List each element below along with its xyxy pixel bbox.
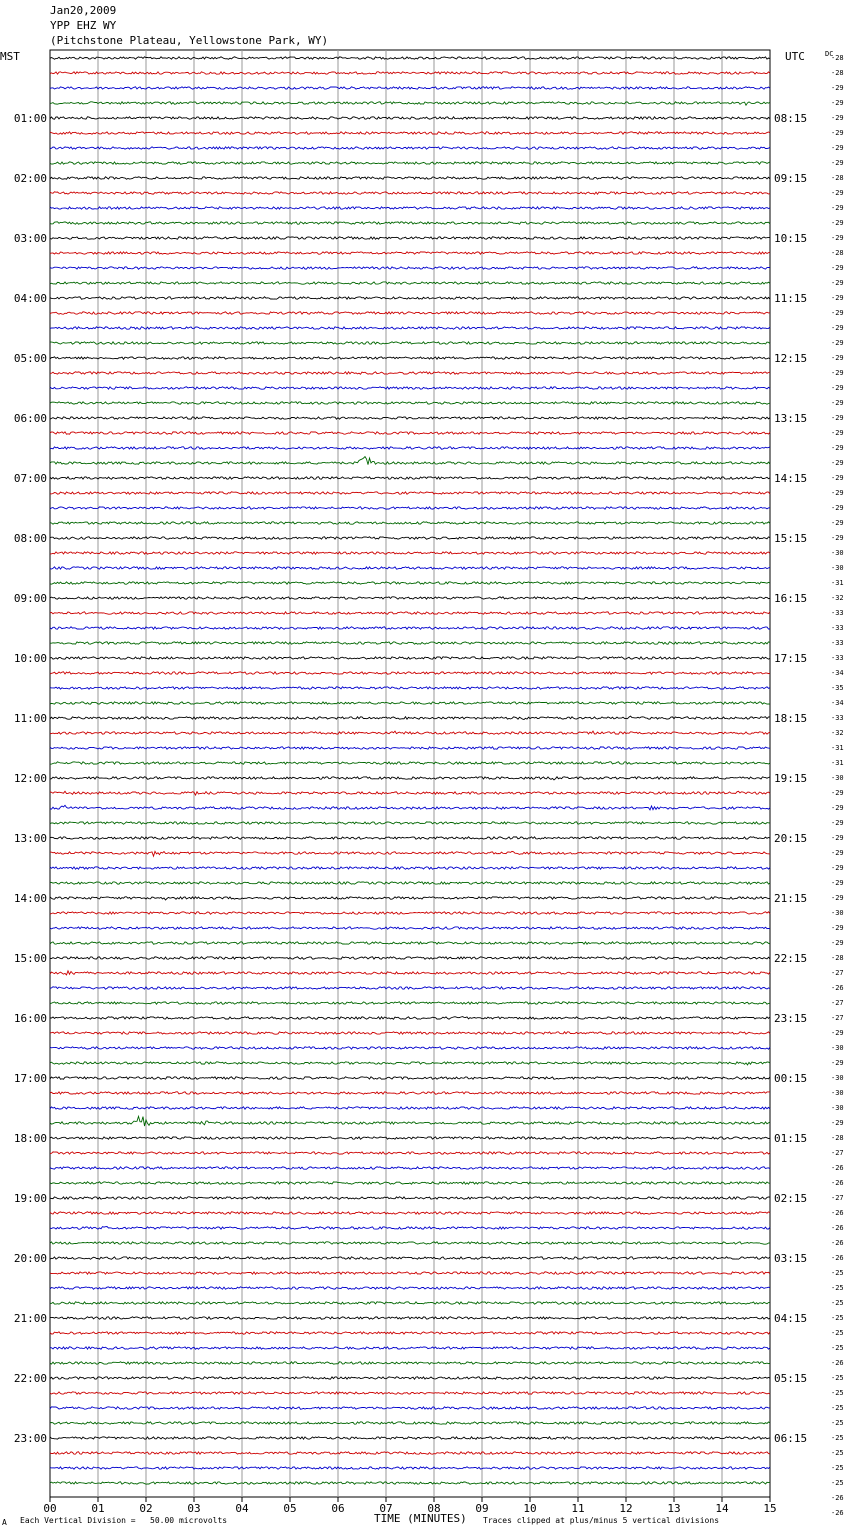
- mst-hour-label: 16:00: [13, 1012, 47, 1025]
- seismic-trace: [50, 1116, 770, 1126]
- seismic-trace: [50, 522, 770, 524]
- seismic-trace: [50, 627, 770, 629]
- header-date: Jan20,2009: [50, 4, 117, 17]
- seismic-trace: [50, 72, 770, 74]
- seismic-trace: [50, 672, 770, 674]
- seismic-trace: [50, 912, 770, 914]
- mst-hour-label: 14:00: [13, 892, 47, 905]
- dc-offset-value: -29: [831, 189, 844, 197]
- dc-offset-value: -29: [831, 144, 844, 152]
- seismic-trace: [50, 1422, 770, 1424]
- seismic-trace: [50, 387, 770, 389]
- header-station: YPP EHZ WY: [50, 19, 117, 32]
- utc-hour-label: 18:15: [774, 712, 808, 725]
- dc-offset-value: -31: [831, 759, 844, 767]
- utc-hour-label: 20:15: [774, 832, 808, 845]
- mst-hour-label: 11:00: [13, 712, 47, 725]
- dc-offset-value: -29: [831, 129, 844, 137]
- seismic-trace: [50, 117, 770, 119]
- dc-offset-value: -25: [831, 1374, 844, 1382]
- mst-hour-label: 13:00: [13, 832, 47, 845]
- dc-offset-value: -29: [831, 429, 844, 437]
- mst-hour-label: 22:00: [13, 1372, 47, 1385]
- dc-offset-value: -33: [831, 654, 844, 662]
- dc-offset-value: -29: [831, 834, 844, 842]
- dc-offset-value: -34: [831, 669, 844, 677]
- dc-offset-value: -25: [831, 1479, 844, 1487]
- x-tick-label: 12: [619, 1502, 633, 1515]
- dc-offset-value: -29: [831, 84, 844, 92]
- dc-offset-value: -25: [831, 1299, 844, 1307]
- x-tick-label: 10: [523, 1502, 537, 1515]
- mst-hour-label: 04:00: [13, 292, 47, 305]
- dc-offset-value: -29: [831, 99, 844, 107]
- dc-offset-value: -35: [831, 684, 844, 692]
- utc-hour-label: 04:15: [774, 1312, 808, 1325]
- seismic-trace: [50, 1362, 770, 1364]
- seismic-trace: [50, 312, 770, 314]
- seismic-trace: [50, 477, 770, 479]
- x-tick-label: 14: [715, 1502, 729, 1515]
- seismic-trace: [50, 1047, 770, 1049]
- utc-hour-label: 06:15: [774, 1432, 808, 1445]
- seismic-trace: [50, 372, 770, 374]
- seismic-trace: [50, 162, 770, 164]
- dc-offset-value: -30: [831, 1089, 844, 1097]
- dc-offset-value: -33: [831, 609, 844, 617]
- dc-offset-value: -30: [831, 774, 844, 782]
- seismic-trace: [50, 777, 770, 780]
- mst-hour-label: 19:00: [13, 1192, 47, 1205]
- utc-hour-label: 02:15: [774, 1192, 808, 1205]
- dc-offset-value: -25: [831, 1449, 844, 1457]
- dc-offset-value: -29: [831, 219, 844, 227]
- mst-hour-label: 09:00: [13, 592, 47, 605]
- seismic-trace: [50, 957, 770, 959]
- dc-offset-value: -28: [831, 54, 844, 62]
- dc-offset-value: -29: [831, 414, 844, 422]
- dc-label: DC: [825, 50, 834, 58]
- seismic-trace: [50, 282, 770, 284]
- dc-offset-value: -29: [831, 789, 844, 797]
- x-tick-label: 07: [379, 1502, 393, 1515]
- dc-offset-value: -27: [831, 969, 844, 977]
- dc-offset-value: -26: [831, 1179, 844, 1187]
- mst-hour-label: 03:00: [13, 232, 47, 245]
- seismic-trace: [50, 1152, 770, 1154]
- dc-offset-value: -29: [831, 864, 844, 872]
- dc-offset-value: -32: [831, 729, 844, 737]
- x-tick-label: 00: [43, 1502, 57, 1515]
- seismic-trace: [50, 492, 770, 494]
- dc-offset-value: -27: [831, 999, 844, 1007]
- mst-hour-label: 02:00: [13, 172, 47, 185]
- dc-offset-value: -29: [831, 159, 844, 167]
- seismic-trace: [50, 147, 770, 149]
- seismic-trace: [50, 1452, 770, 1454]
- dc-offset-value: -25: [831, 1404, 844, 1412]
- seismic-trace: [50, 1257, 770, 1259]
- seismic-trace: [50, 657, 770, 659]
- dc-offset-value: -29: [831, 354, 844, 362]
- dc-offset-value: -27: [831, 1194, 844, 1202]
- mst-hour-label: 12:00: [13, 772, 47, 785]
- seismic-trace: [50, 297, 770, 299]
- dc-offset-value: -34: [831, 699, 844, 707]
- header-location: (Pitchstone Plateau, Yellowstone Park, WY): [50, 34, 329, 47]
- x-tick-label: 01: [91, 1502, 105, 1515]
- mst-hour-label: 01:00: [13, 112, 47, 125]
- dc-offset-value: -33: [831, 714, 844, 722]
- seismic-trace: [50, 1032, 770, 1034]
- dc-offset-value: -27: [831, 1014, 844, 1022]
- seismic-trace: [50, 507, 770, 509]
- x-tick-label: 02: [139, 1502, 153, 1515]
- seismic-trace: [50, 642, 770, 644]
- dc-offset-value: -31: [831, 744, 844, 752]
- dc-offset-value: -28: [831, 69, 844, 77]
- dc-offset-value: -26: [831, 984, 844, 992]
- seismic-trace: [50, 102, 770, 105]
- seismic-trace: [50, 1212, 770, 1214]
- seismic-trace: [50, 357, 770, 359]
- dc-offset-value: -29: [831, 489, 844, 497]
- seismic-trace: [50, 1197, 770, 1199]
- seismic-trace: [50, 971, 770, 975]
- seismic-trace: [50, 927, 770, 929]
- seismic-trace: [50, 822, 770, 824]
- seismic-trace: [50, 1092, 770, 1094]
- utc-hour-label: 14:15: [774, 472, 808, 485]
- seismic-trace: [50, 1107, 770, 1109]
- utc-hour-label: 10:15: [774, 232, 808, 245]
- dc-offset-value: -30: [831, 1104, 844, 1112]
- dc-offset-value: -29: [831, 114, 844, 122]
- seismic-trace: [50, 837, 770, 839]
- seismic-trace: [50, 1002, 770, 1004]
- dc-offset-value: -26: [831, 1209, 844, 1217]
- dc-offset-value: -29: [831, 399, 844, 407]
- seismic-trace: [50, 207, 770, 209]
- seismic-trace: [50, 1017, 770, 1020]
- timezone-label-right: UTC: [785, 50, 805, 63]
- dc-offset-value: -29: [831, 234, 844, 242]
- seismic-trace: [50, 1227, 770, 1230]
- utc-hour-label: 22:15: [774, 952, 808, 965]
- seismic-trace: [50, 1287, 770, 1289]
- seismic-trace: [50, 716, 770, 719]
- dc-offset-value: -33: [831, 624, 844, 632]
- mst-hour-label: 23:00: [13, 1432, 47, 1445]
- seismic-trace: [50, 402, 770, 404]
- mst-hour-label: 18:00: [13, 1132, 47, 1145]
- dc-offset-value: -29: [831, 849, 844, 857]
- seismic-trace: [50, 897, 770, 900]
- seismic-trace: [50, 1482, 770, 1484]
- seismic-trace: [50, 237, 770, 240]
- seismic-trace: [50, 882, 770, 884]
- seismic-trace: [50, 327, 770, 329]
- dc-offset-value: -28: [831, 174, 844, 182]
- seismic-trace: [50, 1377, 770, 1379]
- seismic-trace: [50, 942, 770, 944]
- clip-note: Traces clipped at plus/minus 5 vertical divisions: [483, 1516, 720, 1525]
- dc-offset-value: -25: [831, 1314, 844, 1322]
- dc-offset-value: -29: [831, 369, 844, 377]
- seismic-trace: [50, 805, 770, 810]
- dc-offset-value: -28: [831, 954, 844, 962]
- seismic-trace: [50, 342, 770, 344]
- mst-hour-label: 21:00: [13, 1312, 47, 1325]
- seismic-trace: [50, 1317, 770, 1319]
- x-tick-label: 03: [187, 1502, 201, 1515]
- dc-offset-value: -25: [831, 1269, 844, 1277]
- x-axis-label: TIME (MINUTES): [374, 1512, 467, 1525]
- utc-hour-label: 09:15: [774, 172, 808, 185]
- seismic-trace: [50, 417, 770, 419]
- utc-hour-label: 11:15: [774, 292, 808, 305]
- dc-offset-value: -29: [831, 1059, 844, 1067]
- seismic-trace: [50, 192, 770, 194]
- dc-offset-value: -26: [831, 1164, 844, 1172]
- dc-offset-value: -25: [831, 1284, 844, 1292]
- mst-hour-label: 06:00: [13, 412, 47, 425]
- seismic-trace: [50, 252, 770, 254]
- seismic-trace: [50, 87, 770, 89]
- dc-offset-value: -33: [831, 639, 844, 647]
- seismic-trace: [50, 1407, 770, 1409]
- seismic-trace: [50, 1242, 770, 1244]
- seismic-trace: [50, 1077, 770, 1079]
- seismic-trace: [50, 1347, 770, 1349]
- utc-hour-label: 01:15: [774, 1132, 808, 1145]
- dc-offset-value: -29: [831, 819, 844, 827]
- utc-hour-label: 17:15: [774, 652, 808, 665]
- x-tick-label: 08: [427, 1502, 441, 1515]
- dc-offset-value: -26: [831, 1494, 844, 1502]
- x-tick-label: 09: [475, 1502, 489, 1515]
- seismic-trace: [50, 1332, 770, 1334]
- dc-offset-value: -30: [831, 564, 844, 572]
- dc-offset-value: -30: [831, 549, 844, 557]
- seismic-trace: [50, 177, 770, 179]
- utc-hour-label: 00:15: [774, 1072, 808, 1085]
- dc-offset-value: -29: [831, 504, 844, 512]
- seismic-trace: [50, 432, 770, 434]
- seismic-trace: [50, 57, 770, 59]
- dc-offset-value: -26: [831, 1224, 844, 1232]
- utc-hour-label: 13:15: [774, 412, 808, 425]
- dc-offset-value: -29: [831, 474, 844, 482]
- dc-offset-value: -29: [831, 384, 844, 392]
- x-tick-label: 06: [331, 1502, 345, 1515]
- seismic-trace: [50, 851, 770, 856]
- dc-offset-value: -29: [831, 804, 844, 812]
- dc-offset-value: -30: [831, 909, 844, 917]
- seismic-trace: [50, 1137, 770, 1139]
- scale-note: Each Vertical Division = 50.00 microvolts: [20, 1516, 228, 1525]
- dc-offset-value: -29: [831, 924, 844, 932]
- dc-offset-value: -29: [831, 1029, 844, 1037]
- dc-offset-value: -29: [831, 879, 844, 887]
- seismic-trace: [50, 447, 770, 449]
- mst-hour-label: 07:00: [13, 472, 47, 485]
- seismic-trace: [50, 552, 770, 554]
- dc-offset-value: -30: [831, 1074, 844, 1082]
- seismic-trace: [50, 567, 770, 569]
- dc-offset-value: -29: [831, 894, 844, 902]
- utc-hour-label: 08:15: [774, 112, 808, 125]
- utc-hour-label: 19:15: [774, 772, 808, 785]
- seismic-trace: [50, 1302, 770, 1304]
- utc-hour-label: 12:15: [774, 352, 808, 365]
- dc-offset-value: -29: [831, 339, 844, 347]
- seismic-trace: [50, 222, 770, 224]
- dc-offset-value: -29: [831, 264, 844, 272]
- mst-hour-label: 17:00: [13, 1072, 47, 1085]
- seismic-trace: [50, 687, 770, 689]
- dc-offset-value: -26: [831, 1254, 844, 1262]
- seismic-trace: [50, 537, 770, 539]
- utc-hour-label: 03:15: [774, 1252, 808, 1265]
- dc-offset-value: -29: [831, 459, 844, 467]
- seismic-trace: [50, 132, 770, 135]
- x-tick-label: 04: [235, 1502, 249, 1515]
- mst-hour-label: 20:00: [13, 1252, 47, 1265]
- mst-hour-label: 10:00: [13, 652, 47, 665]
- dc-offset-value: -29: [831, 519, 844, 527]
- dc-offset-value: -27: [831, 1149, 844, 1157]
- dc-offset-value: -29: [831, 939, 844, 947]
- seismic-trace: [50, 1437, 770, 1439]
- dc-offset-value: -25: [831, 1389, 844, 1397]
- seismic-trace: [50, 731, 770, 734]
- dc-offset-value: -26: [831, 1239, 844, 1247]
- x-tick-label: 15: [763, 1502, 777, 1515]
- seismic-trace: [50, 867, 770, 869]
- x-tick-label: 13: [667, 1502, 681, 1515]
- dc-offset-value: -30: [831, 1044, 844, 1052]
- seismic-trace: [50, 1062, 770, 1065]
- dc-offset-value: -26: [831, 1359, 844, 1367]
- dc-offset-value: -29: [831, 1119, 844, 1127]
- utc-hour-label: 15:15: [774, 532, 808, 545]
- utc-hour-label: 16:15: [774, 592, 808, 605]
- dc-offset-value: -29: [831, 204, 844, 212]
- dc-offset-value: -29: [831, 294, 844, 302]
- dc-offset-value: -28: [831, 1134, 844, 1142]
- dc-offset-value: -25: [831, 1434, 844, 1442]
- dc-offset-value: -28: [831, 249, 844, 257]
- dc-offset-value: -31: [831, 579, 844, 587]
- dc-offset-value: -26: [831, 1509, 844, 1517]
- mst-hour-label: 15:00: [13, 952, 47, 965]
- dc-offset-value: -25: [831, 1329, 844, 1337]
- dc-offset-value: -29: [831, 279, 844, 287]
- dc-offset-value: -25: [831, 1344, 844, 1352]
- dc-offset-value: -29: [831, 309, 844, 317]
- scale-marker: A: [2, 1518, 7, 1527]
- mst-hour-label: 05:00: [13, 352, 47, 365]
- dc-offset-value: -29: [831, 324, 844, 332]
- seismic-trace: [50, 612, 770, 614]
- seismic-trace: [50, 1182, 770, 1184]
- seismic-trace: [50, 1167, 770, 1169]
- utc-hour-label: 05:15: [774, 1372, 808, 1385]
- seismic-trace: [50, 582, 770, 584]
- dc-offset-value: -25: [831, 1419, 844, 1427]
- seismic-trace: [50, 267, 770, 269]
- seismic-trace: [50, 987, 770, 989]
- seismic-trace: [50, 1467, 770, 1469]
- dc-offset-value: -25: [831, 1464, 844, 1472]
- seismic-trace: [50, 457, 770, 465]
- seismic-trace: [50, 747, 770, 749]
- seismic-trace: [50, 702, 770, 704]
- dc-offset-value: -32: [831, 594, 844, 602]
- utc-hour-label: 21:15: [774, 892, 808, 905]
- mst-hour-label: 08:00: [13, 532, 47, 545]
- seismic-trace: [50, 1272, 770, 1274]
- timezone-label-left: MST: [0, 50, 20, 63]
- dc-offset-value: -29: [831, 534, 844, 542]
- seismic-trace: [50, 791, 770, 795]
- x-tick-label: 11: [571, 1502, 585, 1515]
- seismic-trace: [50, 597, 770, 599]
- x-tick-label: 05: [283, 1502, 297, 1515]
- seismic-trace: [50, 1392, 770, 1394]
- dc-offset-value: -29: [831, 444, 844, 452]
- seismic-trace: [50, 762, 770, 764]
- utc-hour-label: 23:15: [774, 1012, 808, 1025]
